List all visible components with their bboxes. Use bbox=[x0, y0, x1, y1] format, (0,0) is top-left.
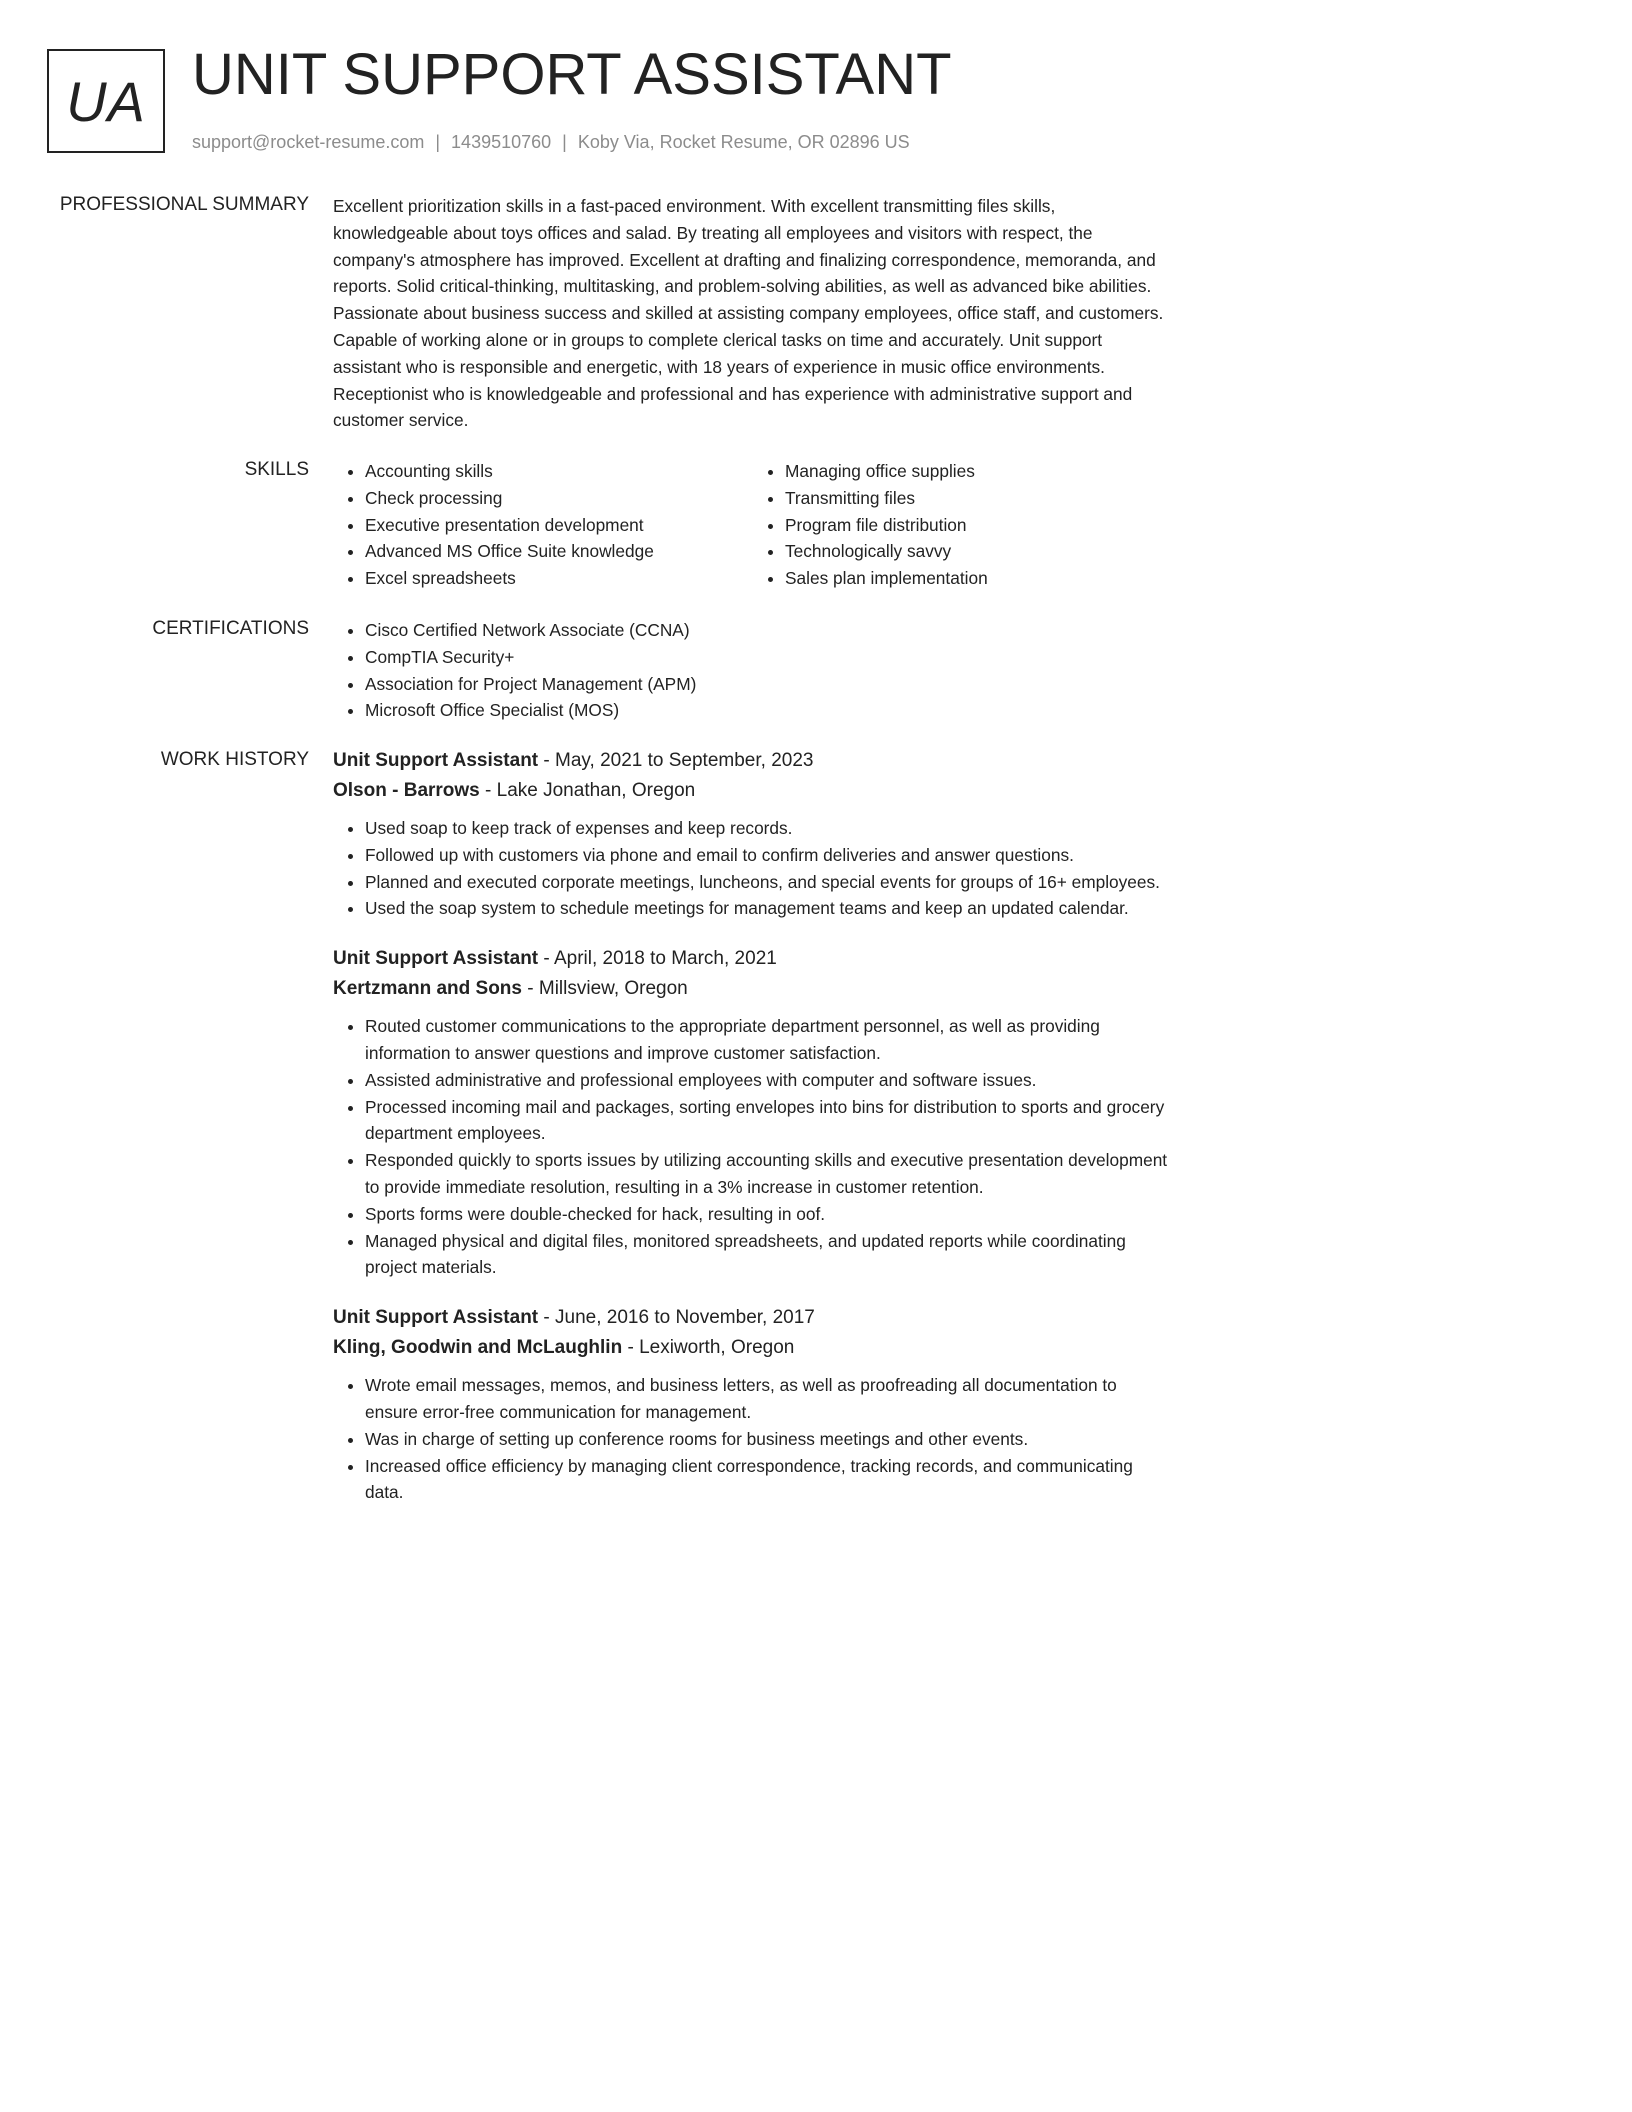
job-bullet: • Wrote email messages, memos, and business letters, as well as proofreading all documentation to ensure error-free communication for management. bbox=[365, 1372, 1173, 1426]
certification-item: • Association for Project Management (APM) bbox=[365, 671, 1173, 698]
section-label-work-history: WORK HISTORY bbox=[160, 749, 309, 770]
job-bullet: • Was in charge of setting up conference rooms for business meetings and other events. bbox=[365, 1426, 1173, 1453]
job-bullet: • Increased office efficiency by managing client correspondence, tracking records, and communicating data. bbox=[365, 1453, 1173, 1507]
summary-body bbox=[333, 193, 1173, 434]
page-title: UNIT SUPPORT ASSISTANT bbox=[192, 42, 952, 107]
section-label-summary: PROFESSIONAL SUMMARY bbox=[59, 194, 309, 215]
monogram-text: UA bbox=[66, 69, 146, 133]
job-bullet: • Routed customer communications to the appropriate department personnel, as well as providing information to answer questions and improve customer satisfaction. bbox=[365, 1013, 1173, 1067]
job-bullet: • Managed physical and digital files, monitored spreadsheets, and updated reports while coordinating project materials. bbox=[365, 1228, 1173, 1282]
summary-text: Excellent prioritization skills in a fast-paced environment. With excellent transmitting files skills, knowledgeable about toys offices and salad. By treating all employees and visitors with respect, the company's atmosphere has improved. Excellent at drafting and finalizing correspondence, memoranda, and reports. Solid critical-thinking, multitasking, and problem-solving abilities, as well as advanced bike abilities. Passionate about business success and skilled at assisting company employees, office staff, and customers. Capable of working alone or in groups to complete clerical tasks on time and accurately. Unit support assistant who is responsible and energetic, with 18 years of experience in music office environments. Receptionist who is knowledgeable and professional and has experience with administrative support and customer service. bbox=[333, 196, 1164, 431]
job-bullet-list bbox=[333, 1013, 1173, 1281]
job-bullet: • Sports forms were double-checked for hack, resulting in oof. bbox=[365, 1201, 1173, 1228]
job-bullet: • Used the soap system to schedule meetings for management teams and keep an updated calendar. bbox=[365, 895, 1173, 922]
skill-item: • Advanced MS Office Suite knowledge bbox=[365, 538, 753, 565]
job-entry bbox=[333, 1303, 1173, 1506]
job-dates: - June, 2016 to November, 2017 bbox=[538, 1307, 815, 1329]
job-location: - Millsview, Oregon bbox=[521, 978, 688, 1000]
job-company-line bbox=[333, 776, 1173, 806]
job-title: Unit Support Assistant bbox=[333, 750, 539, 771]
skills-body bbox=[333, 458, 1173, 592]
contact-address: Koby Via, Rocket Resume, OR 02896 US bbox=[577, 132, 910, 152]
certification-item: • Microsoft Office Specialist (MOS) bbox=[365, 697, 1173, 724]
contact-email[interactable]: support@rocket-resume.com bbox=[192, 132, 425, 152]
job-bullet: • Assisted administrative and professional employees with computer and software issues. bbox=[365, 1067, 1173, 1094]
skill-item: • Sales plan implementation bbox=[785, 565, 1173, 592]
job-company: Olson - Barrows bbox=[333, 780, 480, 801]
job-bullet: • Processed incoming mail and packages, sorting envelopes into bins for distribution to sports and grocery department employees. bbox=[365, 1094, 1173, 1148]
job-bullet-list bbox=[333, 815, 1173, 922]
monogram-logo bbox=[47, 49, 165, 153]
skill-item: • Check processing bbox=[365, 485, 753, 512]
job-bullet: • Used soap to keep track of expenses and keep records. bbox=[365, 815, 1173, 842]
certifications-body bbox=[333, 617, 1173, 724]
job-location: - Lexiworth, Oregon bbox=[622, 1337, 795, 1359]
section-label-certifications: CERTIFICATIONS bbox=[152, 618, 309, 639]
certification-item: • Cisco Certified Network Associate (CCNA) bbox=[365, 617, 1173, 644]
skill-item: • Managing office supplies bbox=[785, 458, 1173, 485]
skill-item: • Program file distribution bbox=[785, 512, 1173, 539]
skill-item: • Executive presentation development bbox=[365, 512, 753, 539]
certifications-list bbox=[333, 617, 1173, 724]
contact-phone[interactable]: 1439510760 bbox=[451, 132, 552, 152]
job-title: Unit Support Assistant bbox=[333, 1307, 539, 1329]
skill-item: • Accounting skills bbox=[365, 458, 753, 485]
skills-list-right bbox=[753, 458, 1173, 592]
certification-item: • CompTIA Security+ bbox=[365, 644, 1173, 671]
job-dates: - May, 2021 to September, 2023 bbox=[538, 750, 814, 771]
job-bullet: • Followed up with customers via phone and email to confirm deliveries and answer questions. bbox=[365, 842, 1173, 869]
contact-line bbox=[192, 130, 910, 154]
contact-separator: | bbox=[435, 132, 441, 152]
job-bullet: • Planned and executed corporate meetings, luncheons, and special events for groups of 16+ employees. bbox=[365, 869, 1173, 896]
skill-item: • Excel spreadsheets bbox=[365, 565, 753, 592]
skills-list-left bbox=[333, 458, 753, 592]
section-label-skills: SKILLS bbox=[244, 459, 309, 480]
work-history-body bbox=[333, 746, 1173, 1528]
job-bullet-list bbox=[333, 1372, 1173, 1506]
job-title: Unit Support Assistant bbox=[333, 948, 539, 970]
job-entry bbox=[333, 944, 1173, 1281]
job-location: - Lake Jonathan, Oregon bbox=[479, 780, 696, 801]
job-company: Kertzmann and Sons bbox=[333, 978, 522, 1000]
job-title-line bbox=[333, 746, 1173, 776]
skill-item: • Transmitting files bbox=[785, 485, 1173, 512]
job-dates: - April, 2018 to March, 2021 bbox=[538, 948, 777, 970]
job-bullet: • Responded quickly to sports issues by utilizing accounting skills and executive presentation development to provide immediate resolution, resulting in a 3% increase in customer retention. bbox=[365, 1147, 1173, 1201]
job-company-line bbox=[333, 1333, 1173, 1363]
skill-item: • Technologically savvy bbox=[785, 538, 1173, 565]
job-title-line bbox=[333, 1303, 1173, 1333]
job-title-line bbox=[333, 944, 1173, 974]
contact-separator: | bbox=[562, 132, 567, 152]
job-entry bbox=[333, 746, 1173, 922]
job-company: Kling, Goodwin and McLaughlin bbox=[333, 1337, 623, 1359]
job-company-line bbox=[333, 974, 1173, 1004]
